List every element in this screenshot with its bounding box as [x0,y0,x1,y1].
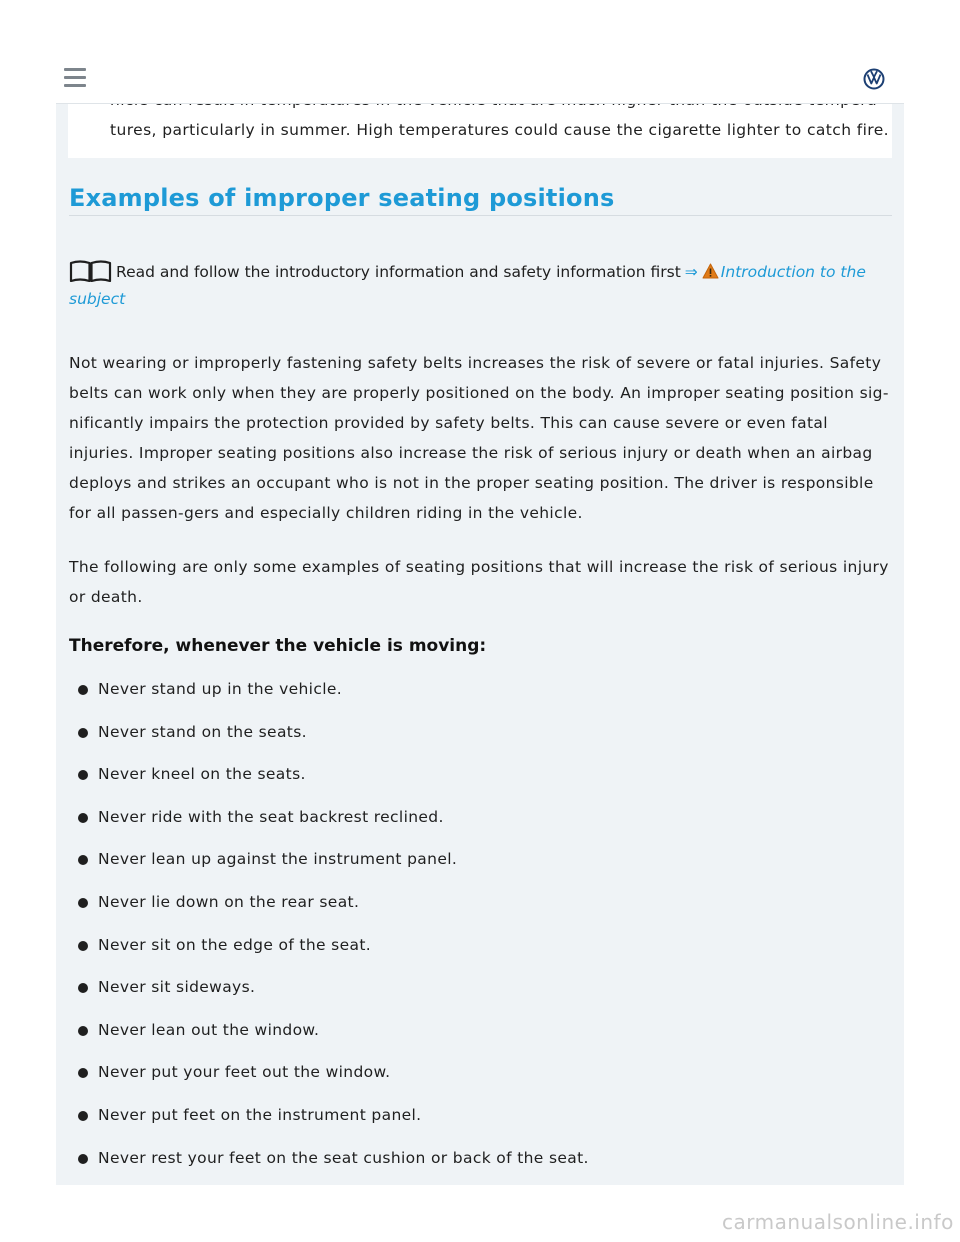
bullet-icon [78,813,88,823]
vw-logo-icon[interactable] [863,68,885,90]
paragraph-improper-fastening: Not wearing or improperly fastening safety belts increases the risk of severe or fatal injuries. Safety belts can work only when they are properly positioned on the body. An improper seating position sig-nificantly impairs the protection provided by safety belts. This can cause severe or even fatal injuries. Improper seating positions also increase the risk of serious injury or death when an airbag deploys and strikes an occupant who is not in the proper seating position. The driver is responsible for all passen-gers and especially children riding in the vehicle. [69,354,889,522]
warning-triangle-icon [702,263,719,279]
list-item: Never lean up against the instrument panel. [78,850,589,893]
book-icon [69,260,112,282]
bullet-icon [78,1026,88,1036]
bullet-icon [78,770,88,780]
list-item: Never stand up in the vehicle. [78,680,589,723]
list-item: Never sit sideways. [78,978,589,1021]
bullet-icon [78,1111,88,1121]
list-item: Never stand on the seats. [78,723,589,766]
paragraph-examples-intro: The following are only some examples of seating positions that will increase the risk of serious injury or death. [69,558,889,606]
top-bar [56,0,904,104]
bullet-icon [78,1068,88,1078]
bullet-icon [78,728,88,738]
list-item: Never put your feet out the window. [78,1063,589,1106]
title-divider [69,215,892,216]
section-title: Examples of improper seating positions [69,184,615,212]
list-item: Never lean out the window. [78,1021,589,1064]
bullet-icon [78,855,88,865]
bullet-icon [78,1154,88,1164]
list-item: Never put feet on the instrument panel. [78,1106,589,1149]
arrow-icon: ⇒ [684,263,698,281]
list-item: Never kneel on the seats. [78,765,589,808]
subheading-vehicle-moving: Therefore, whenever the vehicle is moving: [69,636,487,656]
warning-text-line-2: tures, particularly in summer. High temperatures could cause the cigarette lighter to catch fire. [110,121,890,139]
list-item: Never sit on the edge of the seat. [78,936,589,979]
read-first-notice [69,259,892,313]
bullet-icon [78,941,88,951]
bullet-list [78,680,589,1191]
bullet-icon [78,685,88,695]
list-item: Never rest your feet on the seat cushion or back of the seat. [78,1149,589,1192]
introduction-link[interactable]: Introduction to the subject [69,263,866,308]
bullet-icon [78,898,88,908]
read-first-text: Read and follow the introductory information and safety information first [116,263,681,281]
watermark: carmanualsonline.info [722,1210,954,1234]
bullet-icon [78,983,88,993]
list-item: Never ride with the seat backrest reclined. [78,808,589,851]
hamburger-menu-icon[interactable] [64,68,86,86]
list-item: Never lie down on the rear seat. [78,893,589,936]
